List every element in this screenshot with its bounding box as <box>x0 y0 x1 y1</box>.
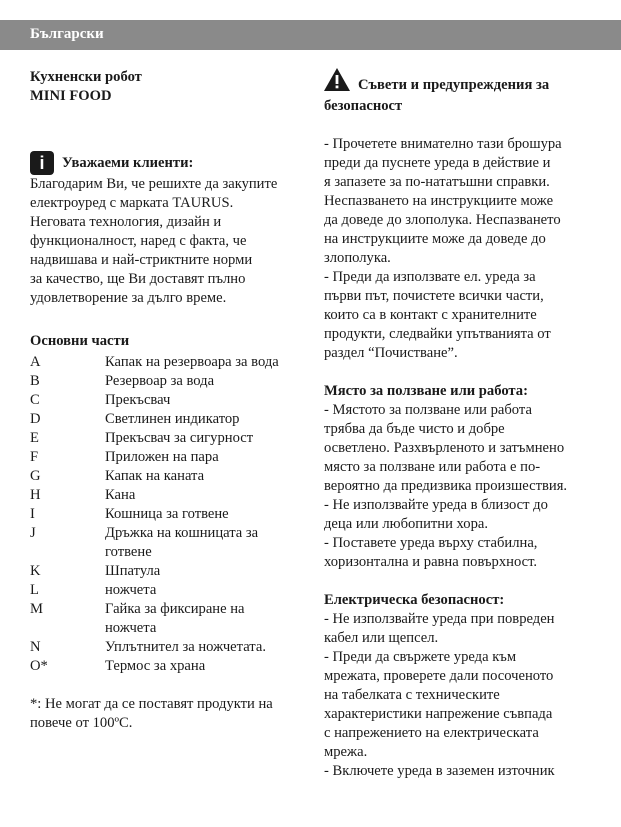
safety-line: раздел “Почистване”. <box>324 345 458 361</box>
intro-line: електроуред с марката TAURUS. <box>30 195 234 211</box>
electric-line: мрежата, проверете дали посоченото <box>324 668 554 684</box>
safety-title-line2: безопасност <box>324 98 403 114</box>
place-line: деца или любопитни хора. <box>324 516 489 532</box>
part-name <box>105 486 298 505</box>
part-row <box>30 429 298 448</box>
part-key: G <box>30 468 41 484</box>
parts-list <box>30 353 298 676</box>
part-name <box>105 581 298 600</box>
part-row <box>30 353 298 372</box>
intro-title: Уважаеми клиенти: <box>62 155 194 171</box>
part-name-line: Кошница за готвене <box>105 506 229 522</box>
part-key: O* <box>30 658 48 674</box>
part-key: M <box>30 601 43 617</box>
place-line: място за ползване или работа е по- <box>324 459 541 475</box>
parts-title: Основни части <box>30 333 130 349</box>
right-column <box>324 68 594 781</box>
part-name-line: Капак на резервоара за вода <box>105 354 279 370</box>
language-header-bar <box>0 20 621 50</box>
electric-title: Електрическа безопасност: <box>324 592 505 608</box>
place-text <box>324 401 594 572</box>
part-name-line: Кана <box>105 487 136 503</box>
part-row <box>30 391 298 410</box>
safety-line: първи път, почистете всички части, <box>324 288 544 304</box>
safety-general-text <box>324 135 594 363</box>
part-name <box>105 638 298 657</box>
place-line: хоризонтална и равна повърхност. <box>324 554 538 570</box>
part-key: E <box>30 430 39 446</box>
part-key: B <box>30 373 40 389</box>
parts-section <box>30 332 298 676</box>
part-row <box>30 562 298 581</box>
electric-line: на табелката с техническите <box>324 687 500 703</box>
part-name <box>105 353 298 372</box>
place-line: - Поставете уреда върху стабилна, <box>324 535 538 551</box>
intro-line: за качество, ще Ви доставят пълно <box>30 271 246 287</box>
part-row <box>30 524 298 562</box>
part-name <box>105 410 298 429</box>
safety-line: злополука. <box>324 250 391 266</box>
safety-line: продукти, следвайки упътванията от <box>324 326 551 342</box>
safety-line: преди да пуснете уреда в действие и <box>324 155 551 171</box>
intro-line: Благодарим Ви, че решихте да закупите <box>30 176 278 192</box>
place-title: Място за ползване или работа: <box>324 383 528 399</box>
product-type: Кухненски робот <box>30 69 142 85</box>
part-name <box>105 524 298 562</box>
safety-line: я запазете за по-нататъшни справки. <box>324 174 550 190</box>
parts-footnote <box>30 695 298 733</box>
part-key: I <box>30 506 35 522</box>
place-line: осветлено. Разхвърленото и затъмнено <box>324 440 565 456</box>
part-row <box>30 410 298 429</box>
electric-line: - Включете уреда в заземен източник <box>324 763 555 779</box>
part-key: D <box>30 411 41 427</box>
part-key: N <box>30 639 41 655</box>
part-name-line: Приложен на пара <box>105 449 219 465</box>
info-icon: i <box>30 151 54 175</box>
part-key: L <box>30 582 39 598</box>
place-line: вероятно да предизвика произшествия. <box>324 478 568 494</box>
part-row <box>30 581 298 600</box>
part-row <box>30 505 298 524</box>
electric-line: с напрежението на електрическата <box>324 725 539 741</box>
intro-text <box>30 175 298 308</box>
electric-line: мрежа. <box>324 744 368 760</box>
safety-line: - Преди да използвате ел. уреда за <box>324 269 536 285</box>
intro-line: удовлетворение за дълго време. <box>30 290 227 306</box>
electric-section <box>324 591 594 781</box>
part-row <box>30 638 298 657</box>
part-key: H <box>30 487 41 503</box>
electric-line: - Преди да свържете уреда към <box>324 649 517 665</box>
part-row <box>30 372 298 391</box>
part-key: A <box>30 354 41 370</box>
intro-section <box>30 151 298 308</box>
electric-line: - Не използвайте уреда при повреден <box>324 611 555 627</box>
part-name <box>105 429 298 448</box>
part-key: J <box>30 525 36 541</box>
part-key: C <box>30 392 40 408</box>
safety-line: Неспазването на инструкциите може <box>324 193 554 209</box>
part-row <box>30 657 298 676</box>
electric-text <box>324 610 594 781</box>
intro-line: функционалност, наред с факта, че <box>30 233 247 249</box>
part-name <box>105 448 298 467</box>
footnote-line: *: Не могат да се поставят продукти на <box>30 696 273 712</box>
part-key: K <box>30 563 41 579</box>
part-name-line: Термос за храна <box>105 658 206 674</box>
safety-line: - Прочетете внимателно тази брошура <box>324 136 562 152</box>
intro-heading <box>30 151 298 175</box>
safety-line: на инструкциите може да доведе до <box>324 231 546 247</box>
part-name <box>105 505 298 524</box>
left-column <box>30 68 298 733</box>
place-line: трябва да бъде чисто и добре <box>324 421 505 437</box>
safety-heading <box>324 68 594 97</box>
part-name-line: Светлинен индикатор <box>105 411 240 427</box>
safety-title-line1: Съвети и предупреждения за <box>358 77 550 93</box>
part-row <box>30 467 298 486</box>
part-name <box>105 372 298 391</box>
part-name-line: Уплътнител за ножчетата. <box>105 639 266 655</box>
part-name-line: Прекъсвач за сигурност <box>105 430 254 446</box>
part-name-line: готвене <box>105 544 152 560</box>
place-line: - Не използвайте уреда в близост до <box>324 497 548 513</box>
part-name-line: ножчета <box>105 582 157 598</box>
part-key: F <box>30 449 39 465</box>
part-name <box>105 391 298 410</box>
intro-line: надвишава и най-стриктните норми <box>30 252 253 268</box>
part-name-line: Гайка за фиксиране на <box>105 601 245 617</box>
part-name-line: Дръжка на кошницата за <box>105 525 259 541</box>
part-name <box>105 562 298 581</box>
safety-line: които са в контакт с хранителните <box>324 307 537 323</box>
part-row <box>30 448 298 467</box>
part-name-line: Шпатула <box>105 563 161 579</box>
warning-icon <box>324 68 350 97</box>
part-name <box>105 657 298 676</box>
language-label: Български <box>30 26 104 42</box>
part-name-line: ножчета <box>105 620 157 636</box>
part-name <box>105 467 298 486</box>
part-name-line: Резервоар за вода <box>105 373 215 389</box>
product-model: MINI FOOD <box>30 88 112 104</box>
part-name-line: Прекъсвач <box>105 392 171 408</box>
part-name <box>105 600 298 638</box>
place-section <box>324 382 594 572</box>
intro-line: Неговата технология, дизайн и <box>30 214 222 230</box>
footnote-line: повече от 100ºC. <box>30 715 133 731</box>
safety-line: да доведе до злополука. Неспазването <box>324 212 561 228</box>
electric-line: кабел или щепсел. <box>324 630 439 646</box>
electric-line: характеристики напрежение съвпада <box>324 706 553 722</box>
part-row <box>30 600 298 638</box>
part-row <box>30 486 298 505</box>
place-line: - Мястото за ползване или работа <box>324 402 532 418</box>
part-name-line: Капак на каната <box>105 468 205 484</box>
